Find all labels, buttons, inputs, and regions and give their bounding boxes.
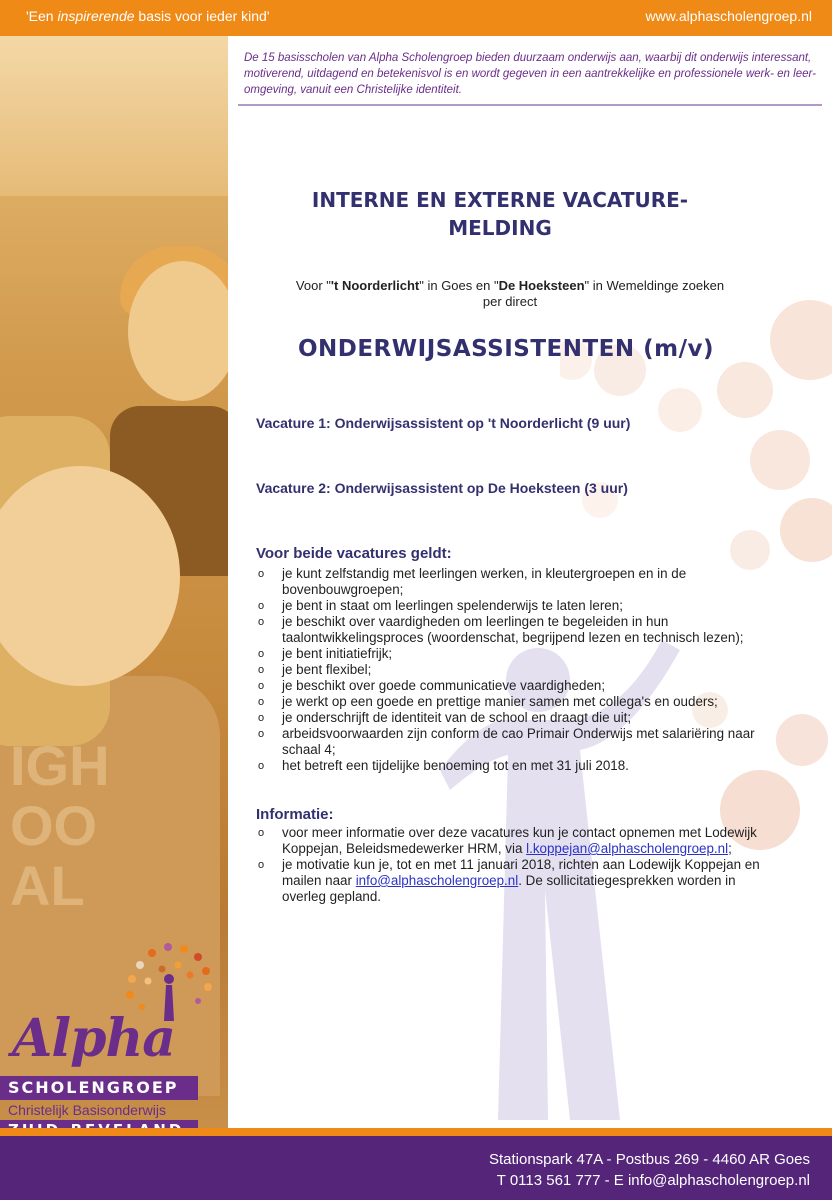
list-item: o je kunt zelfstandig met leerlingen werken, in kleutergroepen en in de bovenbouwgroepen; [258,566,687,597]
logo-subtitle: Christelijk Basisonderwijs [8,1102,166,1118]
circle-bullet-icon: o [258,859,265,871]
job-headline: ONDERWIJSASSISTENTEN (m/v) [297,336,715,362]
logo-wordmark: Alpha [12,1008,175,1069]
hrm-email-link[interactable]: l.koppejan@alphascholengroep.nl [526,841,729,856]
circle-bullet-icon: o [258,728,265,740]
footer-contact: T 0113 561 777 - E info@alphascholengroep.nl [496,1172,810,1189]
info-heading: Informatie: [256,806,334,823]
list-item: o je beschikt over goede communicatieve vaardigheden; [258,678,606,693]
tagline: 'Een inspirerende basis voor ieder kind' [26,8,270,24]
requirements-list [256,566,776,774]
footer-address: Stationspark 47A - Postbus 269 - 4460 AR Goes [488,1151,810,1168]
intro-text: De 15 basisscholen van Alpha Scholengroep bieden duurzaam onderwijs aan, waarbij dit onderwijs interessant, motiverend, uitdagend en betekenisvol is en wordt gegeven in een aantrekkelijke en professionele werk- en leer-omgeving, vanuit een Christelijke identiteit. [244,52,816,96]
circle-bullet-icon: o [258,600,265,612]
vacature-1: Vacature 1: Onderwijsassistent op 't Noorderlicht (9 uur) [256,415,631,431]
list-item: o het betreft een tijdelijke benoeming tot en met 31 juli 2018. [258,758,629,773]
info-email-link[interactable]: info@alphascholengroep.nl [355,873,519,888]
list-item: o je bent flexibel; [258,662,372,677]
circle-bullet-icon: o [258,680,265,692]
voor-text: Voor "'t Noorderlicht" in Goes en "De Hoeksteen" in Wemeldinge zoeken per direct [295,278,725,309]
list-item: o je bent initiatiefrijk; [258,646,393,661]
requirements-heading: Voor beide vacatures geldt: [256,545,452,562]
circle-bullet-icon: o [258,648,265,660]
footer-bar [0,1136,832,1200]
logo-scholengroep: SCHOLENGROEP [8,1078,179,1097]
info-list [256,825,776,905]
circle-bullet-icon: o [258,827,265,839]
list-item: o je bent in staat om leerlingen spelenderwijs te laten leren; [258,598,623,613]
circle-bullet-icon: o [258,664,265,676]
hoodie-print: IGH OO AL [10,734,110,917]
list-item: o je werkt op een goede en prettige manier samen met collega's en ouders; [258,694,718,709]
circle-bullet-icon: o [258,616,265,628]
list-item: o je beschikt over vaardigheden om leerlingen te begeleiden in hun taalontwikkelingsproces (woordenschat, begrijpend lezen en technisch lezen); [258,614,744,645]
website-url[interactable]: www.alphascholengroep.nl [645,8,812,24]
divider [238,104,822,106]
circle-bullet-icon: o [258,696,265,708]
circle-bullet-icon: o [258,568,265,580]
circle-bullet-icon: o [258,712,265,724]
vacature-2: Vacature 2: Onderwijsassistent op De Hoeksteen (3 uur) [256,480,628,496]
circle-bullet-icon: o [258,760,265,772]
list-item: o je onderschrijft de identiteit van de school en draagt die uit; [258,710,632,725]
list-item: o arbeidsvoorwaarden zijn conform de cao Primair Onderwijs met salariëring naar schaal 4; [258,726,755,757]
page-title: INTERNE EN EXTERNE VACATURE- MELDING [311,188,689,240]
list-item: o je motivatie kun je, tot en met 11 januari 2018, richten aan Lodewijk Koppejan en mailen naar info@alphascholengroep.nl. De sollicitatiegesprekken worden in overleg gepland. [258,857,760,904]
list-item: o voor meer informatie over deze vacatures kun je contact opnemen met Lodewijk Koppejan, Beleidsmedewerker HRM, via l.koppejan@alphascholengroep.nl; [258,825,757,856]
